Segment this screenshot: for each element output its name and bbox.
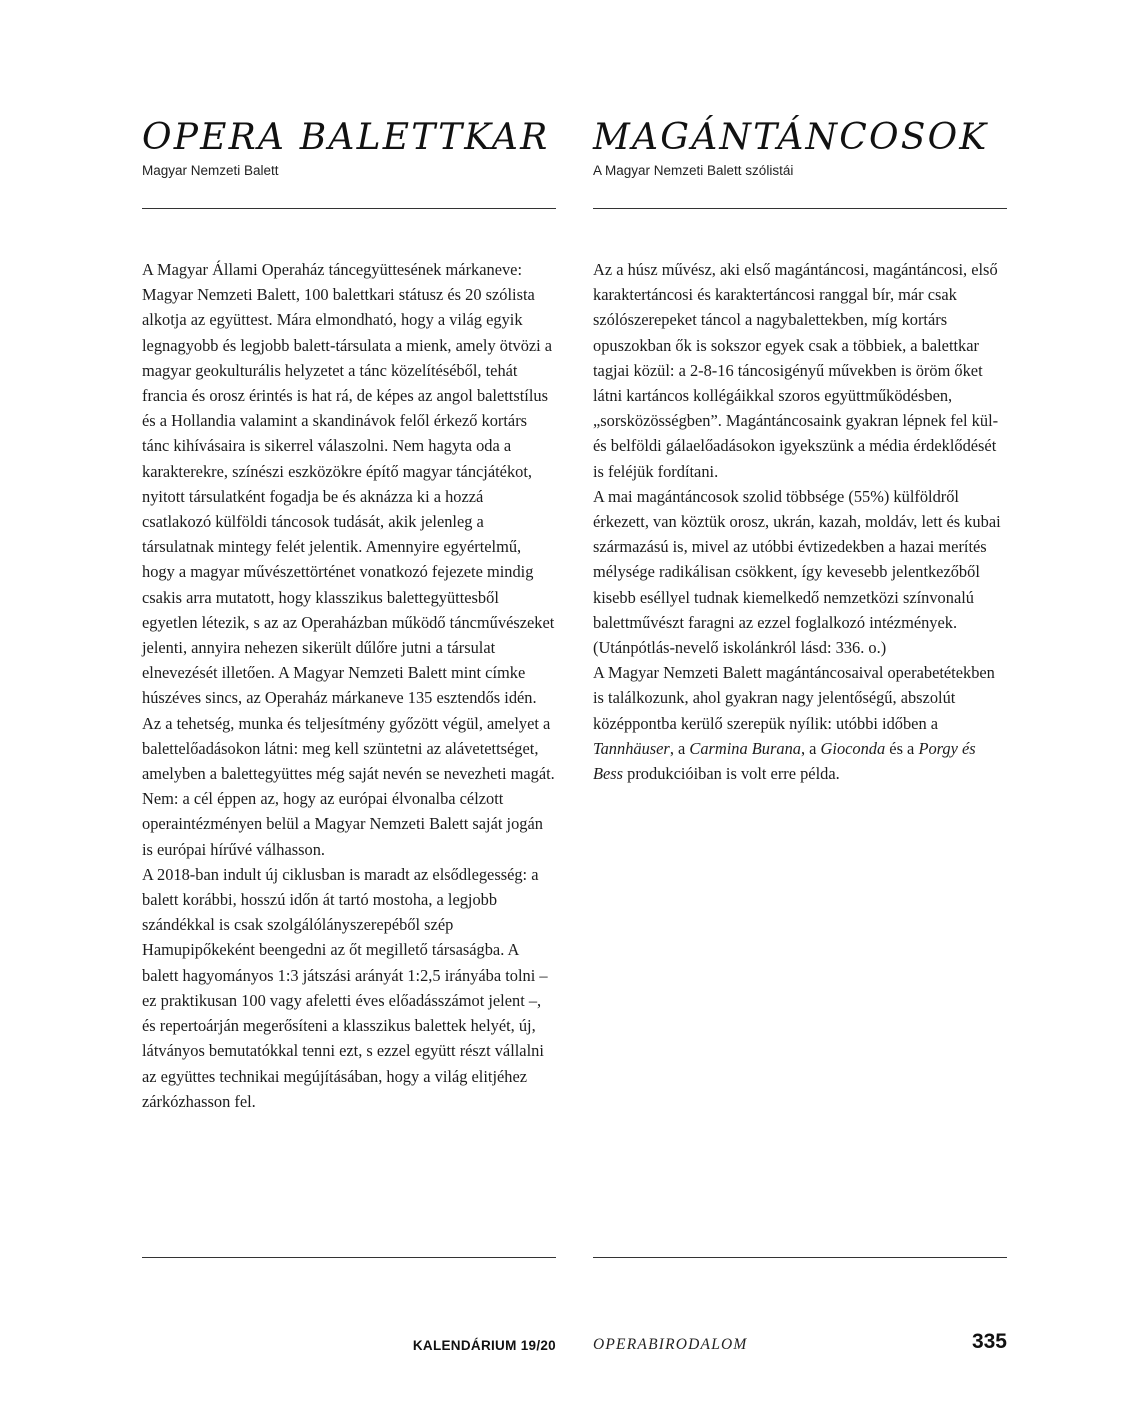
work-title: Gioconda	[820, 738, 886, 758]
right-subtitle: A Magyar Nemzeti Balett szólistái	[593, 163, 794, 178]
right-paragraph-1: Az a húsz művész, aki első magántáncosi, magántáncosi, első karaktertáncosi és karaktertáncosi ranggal bír, már csak szólószerepeket táncol a nagybalettekben, míg kortárs opuszokban ők is sokszor egyek csak a többiek, a balettkar tagjai közül: a 2-8-16 táncosigényű művekben is öröm őket látni kartáncos kollégáikkal szoros együttműködésben, „sorsközösségben”. Magántáncosaink gyakran lépnek fel kül- és belföldi gálaelőadásokon igyekszünk a média érdeklődését is feléjük fordítani.	[593, 260, 999, 481]
right-paragraph-2: A mai magántáncosok szolid többsége (55%) külföldről érkezett, van köztük orosz, ukrán, kazah, moldáv, lett és kubai származású is, mivel az utóbbi évtizedekben a hazai merítés mélysége radikálisan csökkent, így kevesebb jelentkezőből kisebb eséllyel tudnak kiemelkedő nemzetközi színvonalú balettművészt faragni az ezzel foglalkozó intézmények. (Utánpótlás-nevelő iskolánkról lásd: 336. o.)	[593, 486, 1001, 658]
right-bottom-rule	[593, 1257, 1007, 1258]
left-paragraph-2: A 2018-ban indult új ciklusban is maradt az elsődlegesség: a balett korábbi, hosszú időn át tartó mostoha, a legjobb szándékkal is csak szolgálólányszerepéből szép Hamupipőkeként beengedni az őt megillető társaságba. A balett hagyományos 1:3 játszási arányát 1:2,5 irányába tolni – ez praktikusan 100 vagy afeletti éves előadásszámot jelent –, és repertoárján megerősíteni a klasszikus balettek helyét, új, látványos bemutatókkal tenni ezt, s ezzel együtt részt vállalni az együttes technikai megújításában, hogy a világ elitjéhez zárkózhasson fel.	[142, 864, 548, 1111]
left-body	[142, 257, 556, 1114]
left-top-rule	[142, 208, 556, 209]
left-title: OPERA BALETTKAR	[142, 117, 550, 158]
left-paragraph-1: A Magyar Állami Operaház táncegyüttesének márkaneve: Magyar Nemzeti Balett, 100 balettkari státusz és 20 szólista alkotja az együttest. Mára elmondható, hogy a világ egyik legnagyobb és legjobb balett-társulata a mienk, amely ötvözi a magyar geokulturális helyzetet a tánc közelítéséből, tehát francia és orosz érintés is hat rá, de képes az angol balettstílus és a Hollandia valamint a skandinávok felől érkező kortárs tánc kihívásaira is sikerrel válaszolni. Nem hagyta oda a karakterekre, színészi eszközökre építő magyar táncjátékot, nyitott társulatként fogadja be és aknázza ki a hozzá csatlakozó külföldi táncosok tudását, akik jelenleg a társulatnak mintegy felét jelentik. Amennyire egyértelmű, hogy a magyar művészettörténet vonatkozó fejezete mindig csakis arra mutatott, hogy klasszikus balettegyüttesből egyetlen létezik, s az az Operaházban működő táncművészeket jelenti, annyira nehezen sikerült dűlőre jutni a társulat elnevezését illetően. A Magyar Nemzeti Balett mint címke húszéves sincs, az Operaház márkaneve 135 esztendős idén. Az a tehetség, munka és teljesítmény győzött végül, amelyet a balettelőadásokon látni: meg kell szüntetni az alávetettséget, amelyben a balettegyüttes még saját nevén se nevezheti magát. Nem: a cél éppen az, hogy az európai élvonalba célzott operaintézményen belül a Magyar Nemzeti Balett saját jogán is európai hírűvé válhasson.	[142, 260, 555, 859]
right-top-rule	[593, 208, 1007, 209]
left-bottom-rule	[142, 1257, 556, 1258]
right-paragraph-3	[593, 660, 1007, 786]
work-title: Tannhäuser	[593, 738, 670, 758]
work-title: Carmina Burana	[689, 738, 801, 758]
section-name: OPERABIRODALOM	[593, 1336, 748, 1353]
text-run: , a	[669, 738, 690, 758]
right-header	[593, 116, 1007, 180]
text-run: , a	[800, 738, 821, 758]
text-run: és a	[885, 738, 919, 758]
work-title: Porgy és Bess	[593, 738, 976, 784]
text-run: produkcióiban is volt erre példa.	[623, 764, 840, 784]
left-subtitle: Magyar Nemzeti Balett	[142, 163, 279, 178]
right-title: MAGÁNTÁNCOSOK	[593, 117, 989, 158]
publication-name: KALENDÁRIUM 19/20	[412, 1338, 556, 1353]
right-body	[593, 257, 1007, 786]
text-run: A Magyar Nemzeti Balett magántáncosaival operabetétekben is találkozunk, ahol gyakran nagy jelentőségű, abszolút középpontba kerülő szerepük nyílik: utóbbi időben a	[593, 663, 995, 733]
left-header	[142, 116, 556, 180]
page-number: 335	[971, 1330, 1007, 1353]
